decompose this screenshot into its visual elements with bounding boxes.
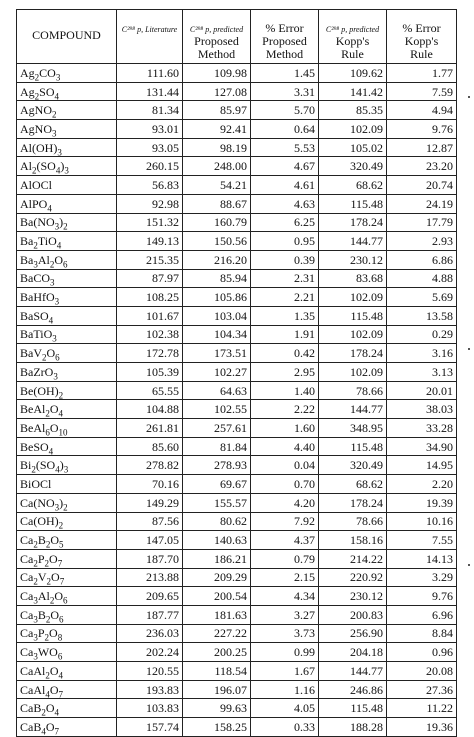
cell-kopp: 68.62 [319, 475, 387, 494]
cell-kopp: 178.24 [319, 344, 387, 363]
header-line: % Error [265, 21, 304, 35]
cell-kopp: 178.24 [319, 213, 387, 232]
cell-compound: BaSO$_4$ [17, 306, 117, 325]
cell-compound: $Ca_3B_2O_6$ [17, 605, 117, 624]
cell-compound: $Ag_2CO_3$ [17, 64, 117, 83]
cell-compound: $Ba_2TiO_4$ [17, 232, 117, 251]
cell-kopp: 144.77 [319, 662, 387, 681]
cell-error-kopp: 34.90 [387, 437, 457, 456]
cell-proposed: 81.84 [183, 437, 251, 456]
cell-kopp: 78.66 [319, 512, 387, 531]
cell-compound: $Ca_3P_2O_8$ [17, 624, 117, 643]
cell-error-proposed: 4.37 [251, 531, 319, 550]
cell-literature: 151.32 [117, 213, 183, 232]
table-row [17, 605, 457, 624]
cell-error-proposed: 0.04 [251, 456, 319, 475]
cell-error-proposed: 2.22 [251, 400, 319, 419]
cell-error-kopp: 9.76 [387, 120, 457, 139]
cell-error-kopp: 2.20 [387, 475, 457, 494]
cell-literature: 93.01 [117, 120, 183, 139]
table-row [17, 344, 457, 363]
cell-error-kopp: 6.96 [387, 605, 457, 624]
table-body [17, 64, 457, 737]
cell-compound: $Ca_2B_2O_5$ [17, 531, 117, 550]
cell-literature: 193.83 [117, 680, 183, 699]
cell-error-proposed: 0.99 [251, 643, 319, 662]
cell-compound: $Bi_2(SO_4)_3$ [17, 456, 117, 475]
cell-kopp: 78.66 [319, 381, 387, 400]
cell-error-proposed: 4.34 [251, 587, 319, 606]
cell-proposed: 140.63 [183, 531, 251, 550]
cell-error-proposed: 6.25 [251, 213, 319, 232]
cell-proposed: 80.62 [183, 512, 251, 531]
cell-error-kopp: 4.88 [387, 269, 457, 288]
cell-compound: AgNO$_2$ [17, 101, 117, 120]
cell-error-kopp: 24.19 [387, 194, 457, 213]
header-line: Rule [341, 47, 364, 61]
cell-proposed: 103.04 [183, 306, 251, 325]
header-literature [117, 10, 183, 64]
cell-kopp: 214.22 [319, 549, 387, 568]
cell-kopp: 158.16 [319, 531, 387, 550]
table-row [17, 101, 457, 120]
cell-error-kopp: 12.87 [387, 138, 457, 157]
cell-compound: BaTiO$_3$ [17, 325, 117, 344]
cell-literature: 65.55 [117, 381, 183, 400]
cell-error-proposed: 1.91 [251, 325, 319, 344]
cell-kopp: 102.09 [319, 325, 387, 344]
cell-compound: $Ca(OH)_2$ [17, 512, 117, 531]
cell-error-proposed: 5.53 [251, 138, 319, 157]
cell-error-proposed: 0.70 [251, 475, 319, 494]
cell-kopp: 115.48 [319, 306, 387, 325]
header-line: Kopp's [335, 34, 370, 48]
header-proposed-method [183, 10, 251, 64]
cell-compound: $Ca_3WO_6$ [17, 643, 117, 662]
table-row [17, 176, 457, 195]
cell-error-proposed: 2.21 [251, 288, 319, 307]
cell-error-kopp: 19.39 [387, 493, 457, 512]
cell-kopp: 102.09 [319, 120, 387, 139]
cell-proposed: 248.00 [183, 157, 251, 176]
cell-error-proposed: 4.05 [251, 699, 319, 718]
cell-compound: BaZrO$_3$ [17, 363, 117, 382]
cell-proposed: 158.25 [183, 718, 251, 737]
cell-compound: AgNO$_3$ [17, 120, 117, 139]
cell-error-proposed: 1.35 [251, 306, 319, 325]
cell-literature: 87.97 [117, 269, 183, 288]
table-row [17, 475, 457, 494]
cell-proposed: 216.20 [183, 250, 251, 269]
table-row [17, 213, 457, 232]
cell-kopp: 141.42 [319, 82, 387, 101]
table-row [17, 549, 457, 568]
cell-proposed: 99.63 [183, 699, 251, 718]
cell-literature: 102.38 [117, 325, 183, 344]
cell-error-kopp: 6.86 [387, 250, 457, 269]
cell-proposed: 227.22 [183, 624, 251, 643]
cell-proposed: 209.29 [183, 568, 251, 587]
cell-literature: 93.05 [117, 138, 183, 157]
data-table-page [16, 9, 456, 737]
header-line: Method [197, 47, 236, 61]
header-row [17, 10, 457, 64]
cell-compound: BiOCl [17, 475, 117, 494]
margin-mark [468, 564, 470, 566]
cell-compound: $Ba(NO_3)_2$ [17, 213, 117, 232]
cell-compound: $CaB_4O_7$ [17, 718, 117, 737]
cell-kopp: 102.09 [319, 288, 387, 307]
cell-error-proposed: 2.31 [251, 269, 319, 288]
cell-compound: AlOCl [17, 176, 117, 195]
cell-error-kopp: 20.08 [387, 662, 457, 681]
header-line: Proposed [194, 34, 239, 48]
cell-proposed: 155.57 [183, 493, 251, 512]
table-row [17, 400, 457, 419]
cell-error-proposed: 1.60 [251, 419, 319, 438]
cell-error-proposed: 1.45 [251, 64, 319, 83]
cell-kopp: 115.48 [319, 699, 387, 718]
cell-literature: 215.35 [117, 250, 183, 269]
cell-literature: 85.60 [117, 437, 183, 456]
cell-proposed: 118.54 [183, 662, 251, 681]
cell-literature: 147.05 [117, 531, 183, 550]
cell-error-proposed: 4.40 [251, 437, 319, 456]
header-line: Kopp's [404, 34, 439, 48]
cell-error-kopp: 0.29 [387, 325, 457, 344]
cell-literature: 87.56 [117, 512, 183, 531]
cell-kopp: 256.90 [319, 624, 387, 643]
cell-compound: $Al(OH)_3$ [17, 138, 117, 157]
cell-error-kopp: 10.16 [387, 512, 457, 531]
cell-literature: 213.88 [117, 568, 183, 587]
header-line: % Error [402, 21, 441, 35]
cell-kopp: 115.48 [319, 437, 387, 456]
cell-compound: $Be(OH)_2$ [17, 381, 117, 400]
cell-kopp: 109.62 [319, 64, 387, 83]
cell-kopp: 220.92 [319, 568, 387, 587]
table-row [17, 680, 457, 699]
cell-compound: BaHfO$_3$ [17, 288, 117, 307]
cell-error-kopp: 5.69 [387, 288, 457, 307]
cell-kopp: 188.28 [319, 718, 387, 737]
cell-literature: 172.78 [117, 344, 183, 363]
cell-error-proposed: 2.15 [251, 568, 319, 587]
cell-error-proposed: 3.31 [251, 82, 319, 101]
cell-literature: 187.70 [117, 549, 183, 568]
cell-error-kopp: 7.55 [387, 531, 457, 550]
cell-error-kopp: 13.58 [387, 306, 457, 325]
cell-compound: $CaB_2O_4$ [17, 699, 117, 718]
cell-compound: $BaV_2O_6$ [17, 344, 117, 363]
cell-literature: 92.98 [117, 194, 183, 213]
cell-kopp: 102.09 [319, 363, 387, 382]
cell-literature: 108.25 [117, 288, 183, 307]
table-row [17, 194, 457, 213]
cell-proposed: 257.61 [183, 419, 251, 438]
heat-capacity-table [16, 9, 457, 737]
cell-proposed: 85.97 [183, 101, 251, 120]
cell-literature: 187.77 [117, 605, 183, 624]
table-row [17, 381, 457, 400]
symbol-kopp: C²⁹⁸ p, predicted [325, 25, 380, 34]
header-compound: COMPOUND [17, 10, 117, 64]
cell-kopp: 320.49 [319, 456, 387, 475]
table-row [17, 568, 457, 587]
cell-error-kopp: 17.79 [387, 213, 457, 232]
cell-error-proposed: 1.40 [251, 381, 319, 400]
cell-error-proposed: 0.39 [251, 250, 319, 269]
cell-error-kopp: 19.36 [387, 718, 457, 737]
cell-error-kopp: 23.20 [387, 157, 457, 176]
table-row [17, 531, 457, 550]
cell-compound: AlPO$_4$ [17, 194, 117, 213]
cell-error-kopp: 14.13 [387, 549, 457, 568]
cell-literature: 105.39 [117, 363, 183, 382]
table-row [17, 120, 457, 139]
header-kopps-rule [319, 10, 387, 64]
cell-error-proposed: 3.27 [251, 605, 319, 624]
cell-error-proposed: 0.95 [251, 232, 319, 251]
cell-literature: 209.65 [117, 587, 183, 606]
cell-error-kopp: 3.29 [387, 568, 457, 587]
cell-error-proposed: 1.67 [251, 662, 319, 681]
cell-kopp: 230.12 [319, 587, 387, 606]
cell-literature: 56.83 [117, 176, 183, 195]
cell-proposed: 105.86 [183, 288, 251, 307]
cell-literature: 70.16 [117, 475, 183, 494]
cell-kopp: 178.24 [319, 493, 387, 512]
cell-error-kopp: 4.94 [387, 101, 457, 120]
header-line: Rule [410, 47, 433, 61]
cell-kopp: 68.62 [319, 176, 387, 195]
cell-literature: 157.74 [117, 718, 183, 737]
header-line: Proposed [262, 34, 307, 48]
cell-literature: 236.03 [117, 624, 183, 643]
cell-error-proposed: 0.33 [251, 718, 319, 737]
cell-error-proposed: 4.61 [251, 176, 319, 195]
cell-proposed: 160.79 [183, 213, 251, 232]
cell-proposed: 102.27 [183, 363, 251, 382]
cell-compound: $Ca_2P_2O_7$ [17, 549, 117, 568]
cell-proposed: 196.07 [183, 680, 251, 699]
cell-error-proposed: 5.70 [251, 101, 319, 120]
table-row [17, 493, 457, 512]
cell-literature: 104.88 [117, 400, 183, 419]
cell-error-proposed: 3.73 [251, 624, 319, 643]
cell-compound: $BeAl_6O_{10}$ [17, 419, 117, 438]
cell-error-proposed: 4.20 [251, 493, 319, 512]
cell-error-kopp: 3.13 [387, 363, 457, 382]
table-row [17, 157, 457, 176]
cell-error-kopp: 7.59 [387, 82, 457, 101]
cell-kopp: 144.77 [319, 232, 387, 251]
table-row [17, 587, 457, 606]
cell-proposed: 54.21 [183, 176, 251, 195]
table-row [17, 512, 457, 531]
table-row [17, 662, 457, 681]
cell-proposed: 69.67 [183, 475, 251, 494]
cell-kopp: 204.18 [319, 643, 387, 662]
cell-proposed: 102.55 [183, 400, 251, 419]
cell-error-proposed: 0.64 [251, 120, 319, 139]
cell-literature: 261.81 [117, 419, 183, 438]
table-row [17, 419, 457, 438]
cell-error-kopp: 2.93 [387, 232, 457, 251]
cell-compound: $BeAl_2O_4$ [17, 400, 117, 419]
cell-compound: BaCO$_3$ [17, 269, 117, 288]
cell-error-kopp: 11.22 [387, 699, 457, 718]
table-row [17, 250, 457, 269]
cell-proposed: 109.98 [183, 64, 251, 83]
cell-kopp: 320.49 [319, 157, 387, 176]
cell-literature: 278.82 [117, 456, 183, 475]
cell-error-kopp: 9.76 [387, 587, 457, 606]
cell-proposed: 64.63 [183, 381, 251, 400]
header-line: Method [265, 47, 304, 61]
table-row [17, 325, 457, 344]
table-row [17, 699, 457, 718]
cell-literature: 202.24 [117, 643, 183, 662]
cell-error-kopp: 14.95 [387, 456, 457, 475]
cell-proposed: 88.67 [183, 194, 251, 213]
cell-kopp: 83.68 [319, 269, 387, 288]
cell-error-proposed: 2.95 [251, 363, 319, 382]
cell-compound: $Ag_2SO_4$ [17, 82, 117, 101]
table-row [17, 138, 457, 157]
cell-kopp: 200.83 [319, 605, 387, 624]
cell-error-proposed: 4.63 [251, 194, 319, 213]
cell-proposed: 104.34 [183, 325, 251, 344]
cell-error-kopp: 20.74 [387, 176, 457, 195]
cell-compound: $Ca_3Al_2O_6$ [17, 587, 117, 606]
cell-compound: BeSO$_4$ [17, 437, 117, 456]
cell-compound: $CaAl_4O_7$ [17, 680, 117, 699]
cell-compound: $Ba_3Al_2O_6$ [17, 250, 117, 269]
cell-error-kopp: 0.96 [387, 643, 457, 662]
cell-kopp: 144.77 [319, 400, 387, 419]
cell-proposed: 186.21 [183, 549, 251, 568]
table-row [17, 64, 457, 83]
cell-kopp: 105.02 [319, 138, 387, 157]
table-row [17, 82, 457, 101]
cell-kopp: 246.86 [319, 680, 387, 699]
cell-error-kopp: 27.36 [387, 680, 457, 699]
cell-kopp: 348.95 [319, 419, 387, 438]
table-row [17, 718, 457, 737]
cell-proposed: 92.41 [183, 120, 251, 139]
cell-proposed: 200.54 [183, 587, 251, 606]
cell-proposed: 98.19 [183, 138, 251, 157]
cell-kopp: 115.48 [319, 194, 387, 213]
cell-error-kopp: 38.03 [387, 400, 457, 419]
cell-literature: 103.83 [117, 699, 183, 718]
table-row [17, 624, 457, 643]
cell-literature: 120.55 [117, 662, 183, 681]
cell-error-proposed: 4.67 [251, 157, 319, 176]
symbol-predicted: C²⁹⁸ p, predicted [189, 25, 244, 34]
cell-proposed: 200.25 [183, 643, 251, 662]
cell-error-proposed: 0.42 [251, 344, 319, 363]
table-header [17, 10, 457, 64]
cell-error-proposed: 1.16 [251, 680, 319, 699]
cell-kopp: 85.35 [319, 101, 387, 120]
cell-literature: 149.13 [117, 232, 183, 251]
cell-literature: 131.44 [117, 82, 183, 101]
cell-proposed: 85.94 [183, 269, 251, 288]
cell-error-kopp: 1.77 [387, 64, 457, 83]
cell-error-proposed: 7.92 [251, 512, 319, 531]
cell-error-kopp: 33.28 [387, 419, 457, 438]
cell-compound: $Ca_2V_2O_7$ [17, 568, 117, 587]
cell-error-proposed: 0.79 [251, 549, 319, 568]
symbol-literature: C²⁹⁸ p, Literature [121, 25, 178, 34]
cell-literature: 101.67 [117, 306, 183, 325]
cell-compound: $CaAl_2O_4$ [17, 662, 117, 681]
cell-proposed: 181.63 [183, 605, 251, 624]
table-row [17, 288, 457, 307]
margin-mark [468, 348, 470, 350]
cell-proposed: 173.51 [183, 344, 251, 363]
cell-error-kopp: 8.84 [387, 624, 457, 643]
cell-literature: 149.29 [117, 493, 183, 512]
margin-mark [468, 96, 470, 98]
cell-proposed: 150.56 [183, 232, 251, 251]
table-row [17, 363, 457, 382]
cell-error-kopp: 20.01 [387, 381, 457, 400]
cell-literature: 81.34 [117, 101, 183, 120]
cell-compound: $Ca(NO_3)_2$ [17, 493, 117, 512]
table-row [17, 456, 457, 475]
table-row [17, 437, 457, 456]
cell-literature: 111.60 [117, 64, 183, 83]
table-row [17, 269, 457, 288]
cell-compound: $Al_2(SO_4)_3$ [17, 157, 117, 176]
header-error-kopp [387, 10, 457, 64]
table-row [17, 232, 457, 251]
cell-kopp: 230.12 [319, 250, 387, 269]
cell-error-kopp: 3.16 [387, 344, 457, 363]
cell-proposed: 127.08 [183, 82, 251, 101]
header-error-proposed [251, 10, 319, 64]
cell-literature: 260.15 [117, 157, 183, 176]
table-row [17, 306, 457, 325]
table-row [17, 643, 457, 662]
cell-proposed: 278.93 [183, 456, 251, 475]
